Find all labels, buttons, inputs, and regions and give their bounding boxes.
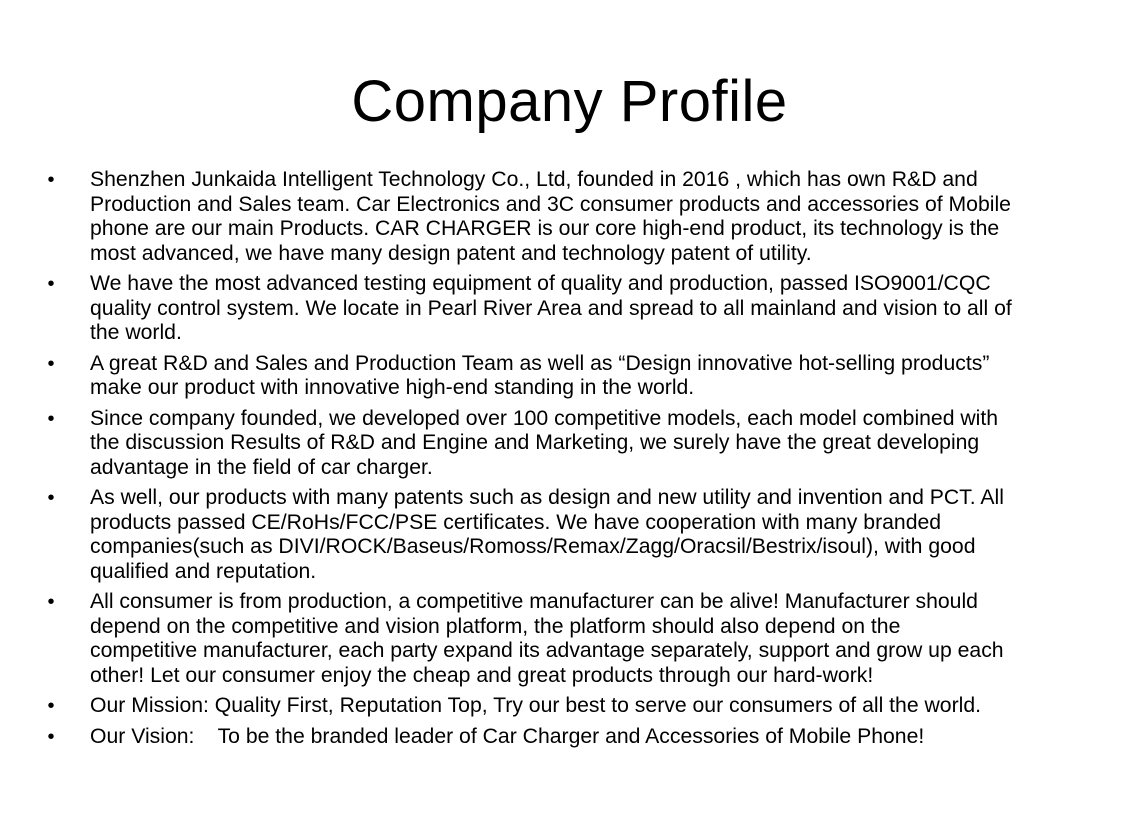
- page-title: Company Profile: [351, 69, 788, 134]
- text-line: the world.: [90, 321, 182, 344]
- text-line: Since company founded, we developed over 100 competitive models, each model combined with: [90, 406, 999, 430]
- text-line: advantage in the field of car charger.: [90, 455, 433, 479]
- bullet-icon: •: [47, 487, 55, 509]
- bullet-icon: •: [47, 169, 55, 191]
- bullet-icon: •: [47, 407, 55, 430]
- text-line: qualified and reputation.: [90, 559, 317, 583]
- text-line: phone are our main Products. CAR CHARGER is our core high-end product, its technology is the: [90, 217, 1000, 240]
- text-line: Production and Sales team. Car Electronics and 3C consumer products and accessories of Mobile: [90, 192, 1011, 216]
- bullet-icon: •: [47, 695, 55, 717]
- vision-item: [44, 725, 1119, 750]
- bullet-icon: •: [47, 591, 55, 613]
- text-line: companies(such as DIVI/ROCK/Baseus/Romoss/Remax/Zagg/Oracsil/Bestrix/isoul), with good: [90, 535, 976, 558]
- text-line: other! Let our consumer enjoy the cheap and great products through our hard-work!: [90, 663, 874, 687]
- list-item: [44, 486, 1119, 584]
- mission-text: Our Mission: Quality First, Reputation Top, Try our best to serve our consumers of all the world.: [90, 694, 982, 717]
- text-line: As well, our products with many patents such as design and new utility and invention and PCT. All: [90, 486, 1004, 509]
- list-item: [44, 168, 1119, 266]
- text-line: All consumer is from production, a competitive manufacturer can be alive! Manufacturer should: [90, 590, 978, 613]
- bullet-icon: •: [47, 352, 55, 375]
- list-item: [44, 407, 1119, 481]
- text-line: A great R&D and Sales and Production Team as well as “Design innovative hot-selling products”: [90, 351, 990, 375]
- text-line: We have the most advanced testing equipment of quality and production, passed ISO9001/CQC: [90, 272, 991, 295]
- text-line: Shenzhen Junkaida Intelligent Technology Co., Ltd, founded in 2016 , which has own R&D and: [90, 168, 978, 191]
- text-line: products passed CE/RoHs/FCC/PSE certificates. We have cooperation with many branded: [90, 510, 942, 534]
- bullet-icon: •: [47, 273, 55, 295]
- text-line: quality control system. We locate in Pearl River Area and spread to all mainland and vision to all of: [90, 296, 1012, 320]
- text-line: the discussion Results of R&D and Engine and Marketing, we surely have the great developing: [90, 431, 980, 454]
- text-line: make our product with innovative high-end standing in the world.: [90, 376, 695, 399]
- text-line: most advanced, we have many design patent and technology patent of utility.: [90, 241, 812, 265]
- bullet-icon: •: [47, 725, 55, 748]
- text-line: competitive manufacturer, each party expand its advantage separately, support and grow up each: [90, 639, 1004, 662]
- vision-text: Our Vision: To be the branded leader of Car Charger and Accessories of Mobile Phone!: [90, 724, 925, 748]
- mission-item: [44, 694, 1119, 719]
- text-line: depend on the competitive and vision platform, the platform should also depend on the: [90, 614, 901, 638]
- bullet-list: [44, 168, 1119, 755]
- list-item: [44, 352, 1119, 401]
- list-item: [44, 272, 1119, 346]
- list-item: [44, 590, 1119, 688]
